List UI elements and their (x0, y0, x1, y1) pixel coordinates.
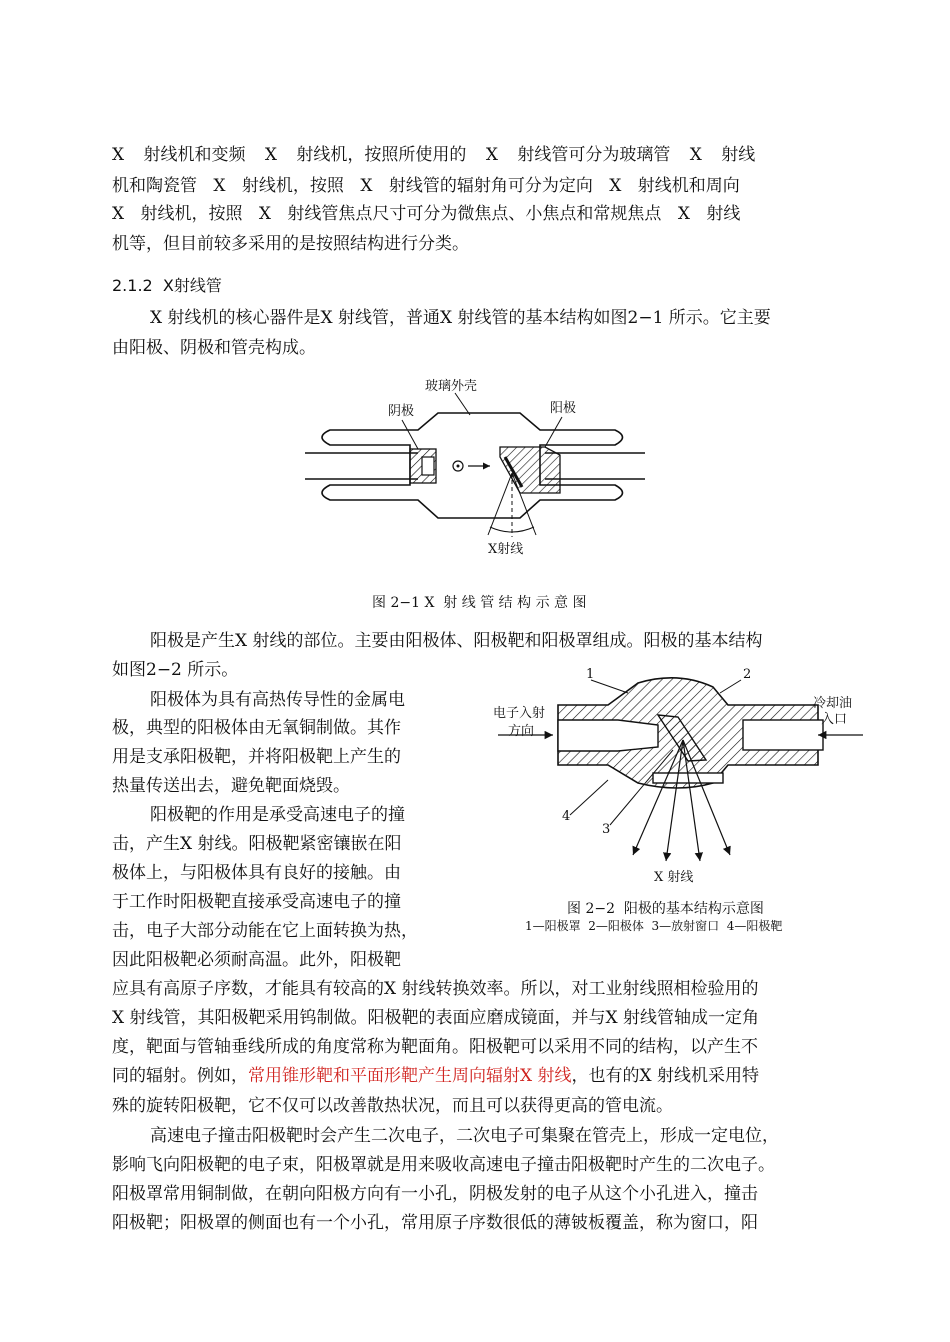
xray-tube-diagram (300, 375, 650, 560)
label-electron-direction-2: 方向 (508, 724, 535, 739)
label-cathode: 阴极 (388, 404, 415, 419)
para4-line-6: 因此阳极靶必须耐高温。此外，阳极靶 (112, 950, 401, 970)
para3-line-4: 热量传送出去，避免靶面烧毁。 (112, 776, 350, 796)
para4-line-9: 度，靶面与管轴垂线所成的角度常称为靶面角。阳极靶可以采用不同的结构，以产生不 (112, 1037, 758, 1057)
para4-line-10 (112, 1066, 868, 1086)
para5-line-3: 阳极罩常用铜制做，在朝向阳极方向有一小孔，阴极发射的电子从这个小孔进入，撞击 (112, 1184, 758, 1204)
anode-structure-diagram (488, 665, 868, 895)
section-heading: 2.1.2 X射线管 (112, 276, 222, 295)
para5-line-1: 高速电子撞击阳极靶时会产生二次电子，二次电子可集聚在管壳上，形成一定电位， (150, 1126, 779, 1146)
intro-line-4: 机等，但目前较多采用的是按照结构进行分类。 (112, 234, 469, 254)
label-electron-direction-1: 电子入射 (493, 706, 546, 721)
label-xray-2: X 射线 (654, 870, 694, 885)
para1-line-2: 由阳极、阴极和管壳构成。 (112, 338, 316, 358)
label-oil-inlet-2: 入口 (821, 712, 848, 727)
para1-line-1: X 射线机的核心器件是X 射线管，普通X 射线管的基本结构如图2−1 所示。它主要 (150, 308, 771, 328)
anode-block (500, 447, 560, 493)
para5-line-2: 影响飞向阳极靶的电子束，阳极罩就是用来吸收高速电子撞击阳极靶时产生的二次电子。 (112, 1155, 775, 1175)
para4-line-3: 极体上，与阳极体具有良好的接触。由 (112, 863, 401, 883)
figure-2-legend: 1—阳极罩 2—阳极体 3—放射窗口 4—阳极靶 (525, 919, 783, 933)
para2-line-1: 阳极是产生X 射线的部位。主要由阳极体、阳极靶和阳极罩组成。阳极的基本结构 (150, 631, 763, 651)
para4-line-8: X 射线管，其阳极靶采用钨制做。阳极靶的表面应磨成镜面，并与X 射线管轴成一定角 (112, 1008, 760, 1028)
label-glass-shell: 玻璃外壳 (425, 379, 478, 394)
para3-line-2: 极，典型的阳极体由无氧铜制做。其作 (112, 718, 401, 738)
figure-2-caption: 图 2−2 阳极的基本结构示意图 (567, 901, 764, 917)
para4-line-1: 阳极靶的作用是承受高速电子的撞 (150, 805, 405, 825)
para4-line-10-c: ，也有的X 射线机采用特 (571, 1066, 760, 1086)
para5-line-4: 阳极靶；阳极罩的侧面也有一个小孔，常用原子序数很低的薄铍板覆盖，称为窗口，阳 (112, 1213, 758, 1233)
para4-line-5: 击，电子大部分动能在它上面转换为热， (112, 921, 418, 941)
intro-line-2: 机和陶瓷管 X 射线机，按照 X 射线管的辐射角可分为定向 X 射线机和周向 (112, 176, 740, 196)
label-anode: 阳极 (550, 401, 577, 416)
label-num-1: 1 (586, 667, 595, 682)
label-oil-inlet-1: 冷却油 (813, 696, 853, 711)
figure-1-caption: 图 2−1 X 射 线 管 结 构 示 意 图 (372, 595, 587, 611)
intro-line-1: X 射线机和变频 X 射线机，按照所使用的 X 射线管可分为玻璃管 X 射线 (112, 145, 756, 165)
para4-line-11: 殊的旋转阳极靶，它不仅可以改善散热状况，而且可以获得更高的管电流。 (112, 1096, 673, 1116)
label-num-3: 3 (602, 822, 611, 837)
highlighted-text: 常用锥形靶和平面形靶产生周向辐射X 射线 (248, 1066, 572, 1086)
para4-line-7: 应具有高原子序数，才能具有较高的X 射线转换效率。所以，对工业射线照相检验用的 (112, 979, 759, 999)
para3-line-3: 用是支承阳极靶，并将阳极靶上产生的 (112, 747, 401, 767)
label-xray: X射线 (488, 542, 524, 557)
para4-line-2: 击，产生X 射线。阳极靶紧密镶嵌在阳 (112, 834, 402, 854)
label-num-2: 2 (743, 667, 752, 682)
para4-line-10-a: 同的辐射。例如， (112, 1066, 248, 1086)
para2-line-2: 如图2−2 所示。 (112, 660, 239, 680)
label-num-4: 4 (562, 809, 571, 824)
intro-line-3: X 射线机，按照 X 射线管焦点尺寸可分为微焦点、小焦点和常规焦点 X 射线 (112, 204, 741, 224)
para4-line-4: 于工作时阳极靶直接承受高速电子的撞 (112, 892, 401, 912)
para3-line-1: 阳极体为具有高热传导性的金属电 (150, 690, 405, 710)
